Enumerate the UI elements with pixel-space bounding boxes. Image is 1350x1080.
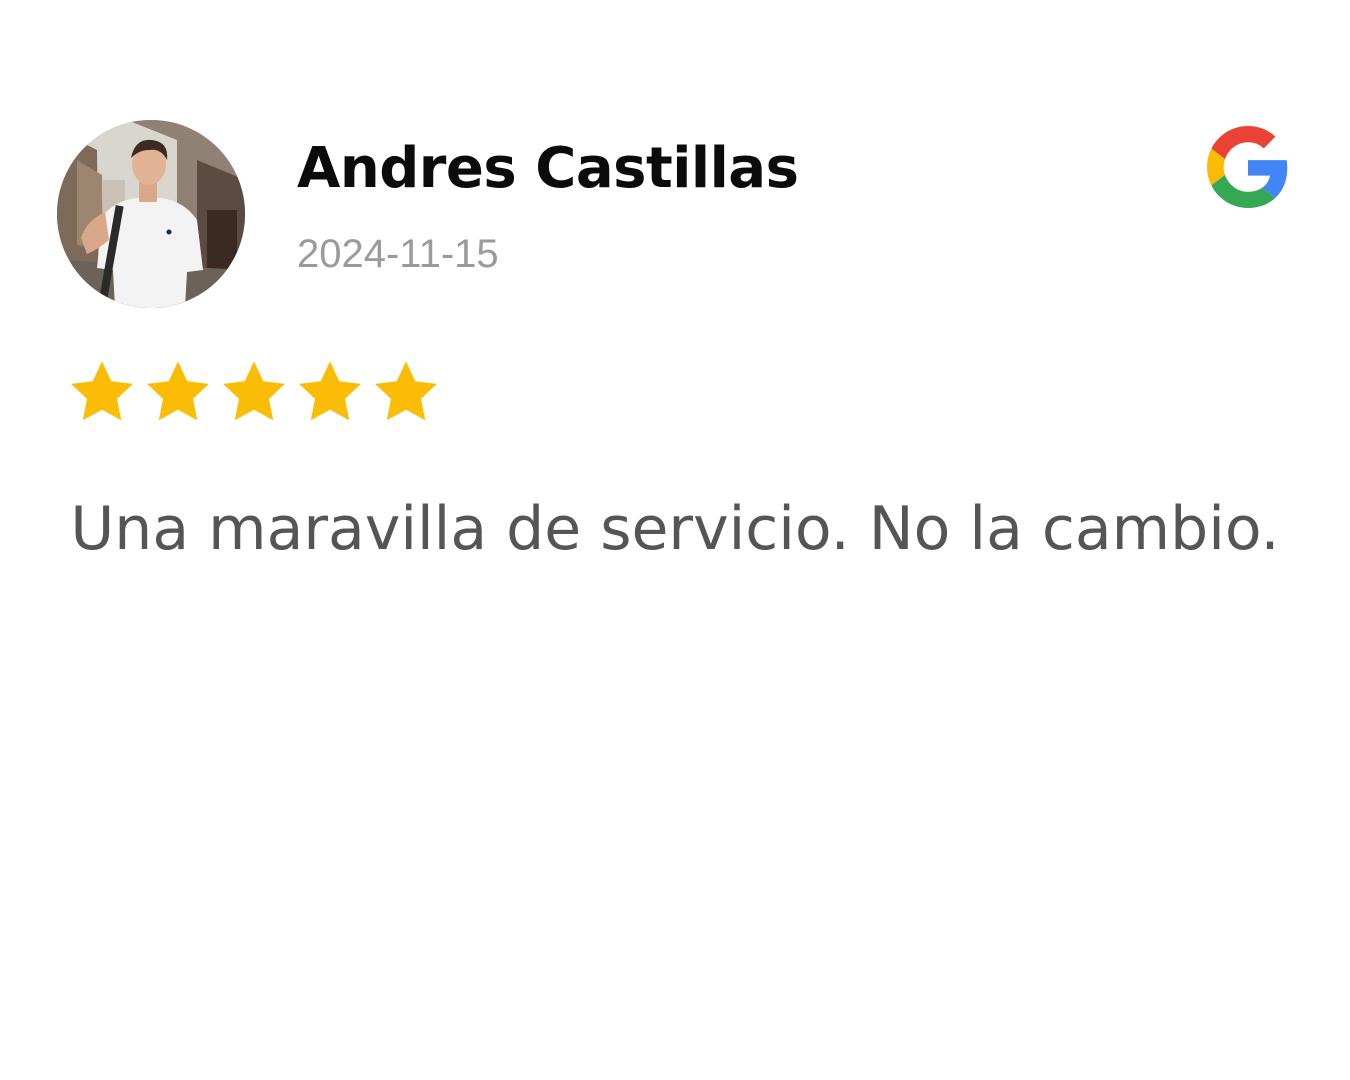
review-text: Una maravilla de servicio. No la cambio. — [70, 494, 1280, 564]
star-icon — [66, 356, 138, 428]
star-icon — [294, 356, 366, 428]
reviewer-name: Andres Castillas — [297, 136, 799, 201]
avatar — [57, 120, 245, 308]
review-date: 2024-11-15 — [297, 232, 499, 276]
star-icon — [370, 356, 442, 428]
star-rating — [66, 356, 442, 428]
star-icon — [142, 356, 214, 428]
google-icon — [1207, 126, 1289, 208]
star-icon — [218, 356, 290, 428]
